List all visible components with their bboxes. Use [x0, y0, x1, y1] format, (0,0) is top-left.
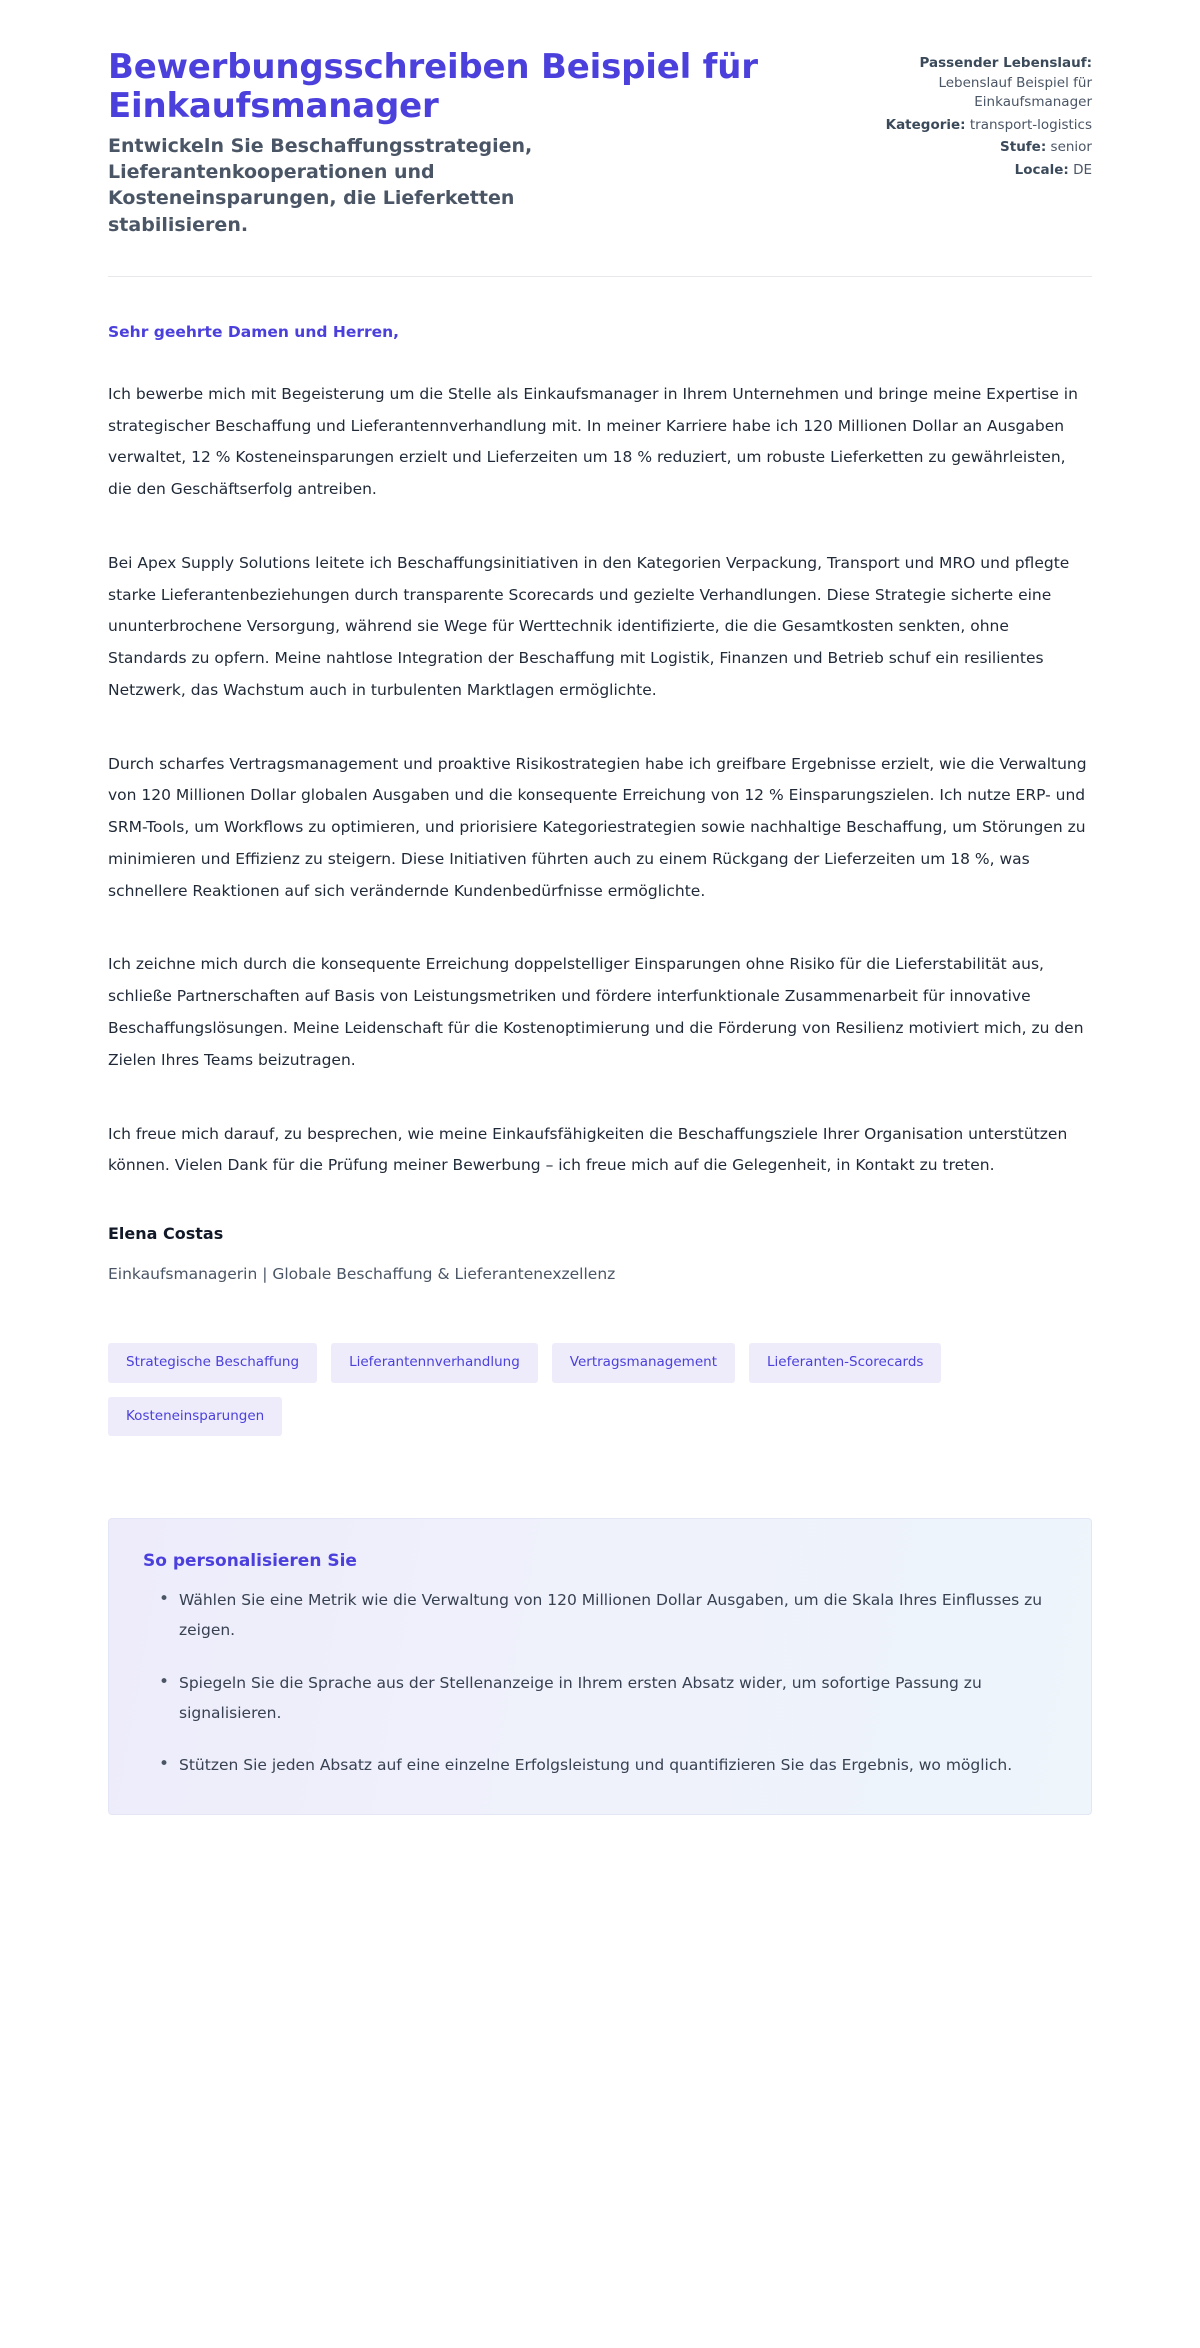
letter-signature: [108, 1224, 1092, 1283]
letter-paragraph: Bei Apex Supply Solutions leitete ich Beschaffungsinitiativen in den Kategorien Verpackung, Transport und MRO und pflegte starke Lieferantenbeziehungen durch transparente Scorecards und gezielte Verhandlungen. Diese Strategie sicherte eine ununterbrochene Versorgung, während sie Wege für Werttechnik identifizierte, die die Gesamtkosten senkten, ohne Standards zu opfern. Meine nahtlose Integration der Beschaffung mit Logistik, Finanzen und Betrieb schuf ein resilientes Netzwerk, das Wachstum auch in turbulenten Marktlagen ermöglichte.: [108, 553, 1070, 699]
metadata-value: Lebenslauf Beispiel für Einkaufsmanager: [938, 74, 1092, 111]
document-header: [108, 0, 1092, 238]
signature-name: Elena Costas: [108, 1224, 224, 1244]
letter-paragraph: Ich freue mich darauf, zu besprechen, wie meine Einkaufsfähigkeiten die Beschaffungsziele Ihrer Organisation unterstützen können. Vielen Dank für die Prüfung meiner Bewerbung – ich freue mich auf die Gelegenheit, in Kontakt zu treten.: [108, 1124, 1068, 1175]
skill-tag[interactable]: Lieferantennverhandlung: [331, 1343, 538, 1383]
callout-tip-list: [143, 1585, 1057, 1780]
letter-salutation: Sehr geehrte Damen und Herren,: [108, 322, 400, 341]
letter-paragraph: Ich bewerbe mich mit Begeisterung um die Stelle als Einkaufsmanager in Ihrem Unternehmen und bringe meine Expertise in strategischer Beschaffung und Lieferantennverhandlung mit. In meiner Karriere habe ich 120 Millionen Dollar an Ausgaben verwaltet, 12 % Kosteneinsparungen erzielt und Lieferzeiten um 18 % reduziert, um robuste Lieferketten zu gewährleisten, die den Geschäftserfolg antreiben.: [108, 384, 1078, 499]
metadata-row-level: [862, 138, 1092, 158]
skill-tag[interactable]: Vertragsmanagement: [552, 1343, 735, 1383]
skill-tag[interactable]: Strategische Beschaffung: [108, 1343, 317, 1383]
header-title-block: [108, 48, 822, 238]
metadata-row-matching-resume: [862, 54, 1092, 113]
skill-tag[interactable]: Lieferanten-Scorecards: [749, 1343, 941, 1383]
metadata-label: Kategorie:: [885, 116, 966, 133]
page-subtitle: Entwickeln Sie Beschaffungsstrategien, Lieferantenkooperationen und Kosteneinsparungen, die Lieferketten stabilisieren.: [108, 134, 533, 236]
callout-tip-item: • Wählen Sie eine Metrik wie die Verwaltung von 120 Millionen Dollar Ausgaben, um die Skala Ihres Einflusses zu zeigen.: [165, 1585, 1057, 1645]
letter-paragraph: Ich zeichne mich durch die konsequente Erreichung doppelstelliger Einsparungen ohne Risiko für die Lieferstabilität aus, schließe Partnerschaften auf Basis von Leistungsmetriken und fördere interfunktionale Zusammenarbeit für innovative Beschaffungslösungen. Meine Leidenschaft für die Kostenoptimierung und die Förderung von Resilienz motiviert mich, zu den Zielen Ihres Teams beizutragen.: [108, 955, 1084, 1069]
callout-tip-item: • Stützen Sie jeden Absatz auf eine einzelne Erfolgsleistung und quantifizieren Sie das Ergebnis, wo möglich.: [165, 1750, 1057, 1780]
callout-tip-item: • Spiegeln Sie die Sprache aus der Stellenanzeige in Ihrem ersten Absatz wider, um sofortige Passung zu signalisieren.: [165, 1668, 1057, 1728]
metadata-label: Passender Lebenslauf:: [919, 55, 1092, 71]
skill-tag-list: [108, 1343, 1092, 1436]
callout-title: So personalisieren Sie: [143, 1551, 357, 1572]
personalization-callout: [108, 1518, 1092, 1815]
metadata-row-locale: [862, 161, 1092, 181]
letter-paragraph: Durch scharfes Vertragsmanagement und proaktive Risikostrategien habe ich greifbare Ergebnisse erzielt, wie die Verwaltung von 120 Millionen Dollar globalen Ausgaben und die konsequente Erreichung von 12 % Einsparungszielen. Ich nutze ERP- und SRM-Tools, um Workflows zu optimieren, und priorisiere Kategoriestrategien sowie nachhaltige Beschaffung, um Störungen zu minimieren und Effizienz zu steigern. Diese Initiativen führten auch zu einem Rückgang der Lieferzeiten um 18 %, was schnellere Reaktionen auf sich verändernde Kundenbedürfnisse ermöglichte.: [108, 754, 1087, 900]
cover-letter-body: [108, 277, 1092, 1283]
metadata-value: transport-logistics: [969, 116, 1092, 133]
metadata-label: Locale:: [1014, 161, 1069, 178]
metadata-label: Stufe:: [1000, 139, 1047, 156]
skill-tag[interactable]: Kosteneinsparungen: [108, 1397, 282, 1437]
signature-role: Einkaufsmanagerin | Globale Beschaffung & Lieferantenexzellenz: [108, 1265, 616, 1284]
metadata-value: DE: [1073, 161, 1092, 178]
metadata-row-category: [862, 116, 1092, 136]
page-title: Bewerbungsschreiben Beispiel für Einkaufsmanager: [108, 47, 758, 127]
metadata-value: senior: [1050, 139, 1092, 156]
document-metadata: [862, 48, 1092, 183]
